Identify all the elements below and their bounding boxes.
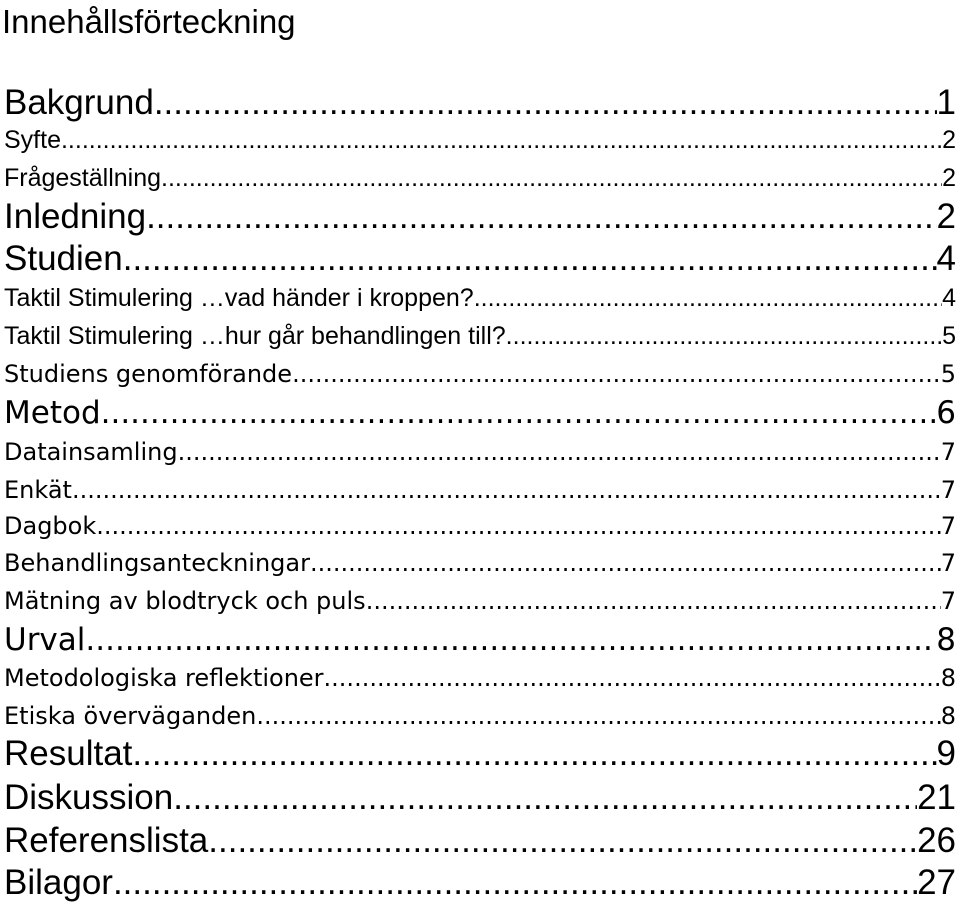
dot-leader [161, 160, 942, 196]
dot-leader [208, 820, 917, 862]
dot-leader [474, 280, 942, 316]
dot-leader [146, 196, 936, 238]
toc-entry-taktil-behandlingen[interactable] [4, 318, 956, 354]
dot-leader [61, 122, 942, 158]
toc-entry-title: Dagbok [4, 512, 97, 540]
toc-entry-page: 1 [936, 83, 956, 122]
toc-entry-dagbok[interactable] [4, 508, 956, 544]
dot-leader [96, 508, 940, 544]
toc-entry-title: Etiska överväganden [4, 702, 257, 730]
toc-entry-page: 8 [936, 622, 956, 658]
dot-leader [123, 238, 937, 280]
toc-entry-page: 2 [942, 164, 956, 192]
toc-entry-resultat[interactable] [4, 733, 956, 775]
toc-entry-behandlingsanteckningar[interactable] [4, 545, 956, 581]
toc-entry-title: Datainsamling [4, 438, 178, 466]
dot-leader [154, 82, 937, 124]
toc-entry-inledning[interactable] [4, 196, 956, 238]
toc-entry-title: Diskussion [4, 778, 174, 817]
toc-entry-title: Bakgrund [4, 83, 154, 122]
toc-entry-page: 26 [917, 821, 956, 860]
toc-heading: Innehållsförteckning [2, 3, 296, 40]
toc-entry-title: Referenslista [4, 821, 209, 860]
dot-leader [113, 862, 917, 904]
dot-leader [506, 318, 942, 354]
toc-entry-page: 27 [917, 863, 956, 902]
toc-entry-title: Studiens genomförande [4, 360, 293, 388]
toc-entry-page: 2 [942, 126, 956, 154]
toc-entry-referenslista[interactable] [4, 820, 956, 862]
toc-entry-page: 7 [940, 587, 956, 615]
toc-entry-page: 9 [936, 734, 956, 773]
toc-entry-page: 4 [936, 239, 956, 278]
toc-entry-title: Studien [4, 239, 123, 278]
dot-leader [324, 660, 941, 696]
dot-leader [256, 698, 940, 734]
toc-entry-page: 6 [936, 395, 956, 431]
toc-entry-title: Bilagor [4, 863, 113, 902]
toc-entry-metodologiska[interactable] [4, 660, 956, 696]
toc-entry-title: Inledning [4, 197, 147, 236]
toc-entry-bakgrund[interactable] [4, 82, 956, 124]
dot-leader [85, 619, 936, 661]
toc-entry-page: 21 [917, 778, 956, 817]
toc-entry-title: Resultat [4, 734, 133, 773]
toc-entry-syfte[interactable] [4, 122, 956, 158]
dot-leader [173, 777, 917, 819]
toc-entry-diskussion[interactable] [4, 777, 956, 819]
toc-entry-matning[interactable] [4, 583, 956, 619]
toc-entry-metod[interactable] [4, 392, 956, 434]
toc-entry-etiska[interactable] [4, 698, 956, 734]
toc-entry-urval[interactable] [4, 619, 956, 661]
dot-leader [178, 434, 941, 470]
toc-entry-page: 8 [940, 664, 956, 692]
dot-leader [72, 472, 941, 508]
toc-entry-title: Enkät [4, 476, 72, 504]
toc-entry-page: 8 [940, 702, 956, 730]
toc-entry-title: Taktil Stimulering …vad händer i kroppen? [4, 284, 474, 312]
toc-entry-title: Frågeställning [4, 164, 162, 192]
toc-entry-title: Mätning av blodtryck och puls [4, 587, 366, 615]
dot-leader [366, 583, 941, 619]
dot-leader [132, 733, 936, 775]
toc-entry-bilagor[interactable] [4, 862, 956, 904]
toc-entry-page: 5 [942, 322, 956, 350]
toc-entry-page: 7 [940, 438, 956, 466]
toc-entry-fragestallning[interactable] [4, 160, 956, 196]
dot-leader [101, 392, 937, 434]
toc-entry-title: Urval [4, 622, 86, 658]
toc-entry-page: 2 [936, 197, 956, 236]
toc-entry-title: Behandlingsanteckningar [4, 549, 310, 577]
toc-entry-title: Metodologiska reflektioner [4, 664, 324, 692]
toc-entry-studien[interactable] [4, 238, 956, 280]
toc-entry-datainsamling[interactable] [4, 434, 956, 470]
toc-entry-title: Syfte [4, 126, 61, 154]
toc-entry-enkat[interactable] [4, 472, 956, 508]
dot-leader [292, 356, 941, 392]
dot-leader [310, 545, 941, 581]
toc-entry-title: Metod [4, 395, 101, 431]
toc-entry-taktil-kroppen[interactable] [4, 280, 956, 316]
toc-entry-title: Taktil Stimulering …hur går behandlingen till? [4, 322, 506, 350]
toc-entry-page: 7 [940, 476, 956, 504]
toc-entry-page: 5 [940, 360, 956, 388]
toc-entry-page: 7 [940, 549, 956, 577]
toc-entry-page: 4 [942, 284, 956, 312]
toc-entry-page: 7 [940, 512, 956, 540]
toc-entry-studiens-genomforande[interactable] [4, 356, 956, 392]
